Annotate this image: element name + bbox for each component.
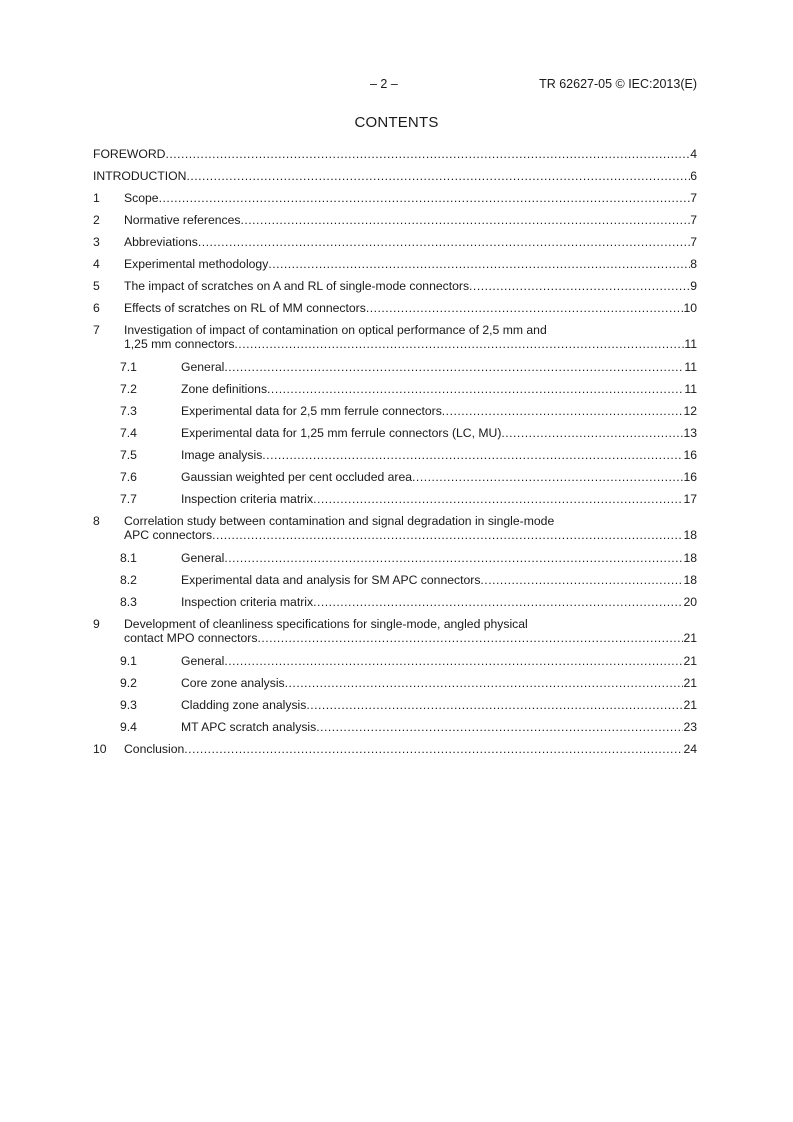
toc-section-number: 7.7 [120,492,137,506]
toc-page-number: 16 [683,470,697,484]
toc-entry-text-line1: Development of cleanliness specifications for single-mode, angled physical [124,617,528,631]
dot-leader [313,491,683,507]
toc-entry-4[interactable]: 4 Experimental methodology ..... 8 [93,256,697,272]
toc-page-number: 21 [683,676,697,690]
toc-entry-9-2[interactable]: 9.2 Core zone analysis ..... 21 [93,675,697,691]
dot-leader [224,653,683,669]
toc-section-number: 7.5 [120,448,137,462]
page-title: CONTENTS [354,114,439,131]
toc-page-number: 11 [684,337,697,351]
dot-leader [501,425,683,441]
toc-section-number: 7.6 [120,470,137,484]
toc-entry-7-continued[interactable]: 1,25 mm connectors ..... 11 [93,336,697,352]
dot-leader [257,630,683,646]
toc-page-number: 10 [683,301,697,315]
toc-entry-9-4[interactable]: 9.4 MT APC scratch analysis ..... 23 [93,719,697,735]
toc-page-number: 11 [684,360,697,374]
toc-entry-text-line1: Investigation of impact of contamination on optical performance of 2,5 mm and [124,323,547,337]
dot-leader [366,300,684,316]
toc-section-number: 8.3 [120,595,137,609]
toc-page-number: 21 [683,698,697,712]
toc-entry-1[interactable]: 1 Scope ..... 7 [93,190,697,206]
dot-leader [262,447,683,463]
toc-entry-3[interactable]: 3 Abbreviations ..... 7 [93,234,697,250]
toc-section-number: 6 [93,301,100,315]
table-of-contents [93,0,697,1122]
toc-section-number: 8.1 [120,551,137,565]
toc-page-number: 24 [683,742,697,756]
toc-entry-2[interactable]: 2 Normative references ..... 7 [93,212,697,228]
toc-entry-7-6[interactable]: 7.6 Gaussian weighted per cent occluded area ..... 16 [93,469,697,485]
toc-page-number: 20 [683,595,697,609]
dot-leader [267,381,684,397]
toc-entry-introduction[interactable]: INTRODUCTION ..... 6 [93,168,697,184]
toc-page-number: 11 [684,382,697,396]
toc-page-number: 7 [690,235,697,249]
dot-leader [198,234,690,250]
toc-section-number: 9.3 [120,698,137,712]
toc-section-number: 8 [93,514,100,528]
dot-leader [412,469,683,485]
toc-page-number: 13 [683,426,697,440]
toc-page-number: 21 [683,631,697,645]
dot-leader [285,675,684,691]
toc-entry-foreword[interactable]: FOREWORD ..... 4 [93,146,697,162]
toc-section-number: 7.2 [120,382,137,396]
toc-page-number: 18 [683,573,697,587]
toc-page-number: 9 [690,279,697,293]
toc-entry-8-3[interactable]: 8.3 Inspection criteria matrix ..... 20 [93,594,697,610]
toc-section-number: 7.3 [120,404,137,418]
toc-page-number: 6 [690,169,697,183]
toc-entry-7-3[interactable]: 7.3 Experimental data for 2,5 mm ferrule connectors ..... 12 [93,403,697,419]
toc-page-number: 7 [690,191,697,205]
toc-section-number: 9.1 [120,654,137,668]
toc-entry-8-2[interactable]: 8.2 Experimental data and analysis for SM APC connectors ..... 18 [93,572,697,588]
toc-entry-7-2[interactable]: 7.2 Zone definitions ..... 11 [93,381,697,397]
dot-leader [442,403,684,419]
dot-leader [212,527,683,543]
toc-section-number: 9 [93,617,100,631]
dot-leader [184,741,683,757]
toc-entry-7-5[interactable]: 7.5 Image analysis ..... 16 [93,447,697,463]
toc-section-number: 9.2 [120,676,137,690]
toc-page-number: 4 [690,147,697,161]
toc-entry-5[interactable]: 5 The impact of scratches on A and RL of single-mode connectors ..... 9 [93,278,697,294]
dot-leader [469,278,690,294]
toc-entry-10[interactable]: 10 Conclusion ..... 24 [93,741,697,757]
toc-entry-7-4[interactable]: 7.4 Experimental data for 1,25 mm ferrule connectors (LC, MU) ..... 13 [93,425,697,441]
toc-entry-7-1[interactable]: 7.1 General ..... 11 [93,359,697,375]
dot-leader [165,146,690,162]
toc-page-number: 23 [683,720,697,734]
toc-section-number: 2 [93,213,100,227]
toc-entry-text-line1: Correlation study between contamination and signal degradation in single-mode [124,514,555,528]
toc-entry-9-1[interactable]: 9.1 General ..... 21 [93,653,697,669]
toc-section-number: 4 [93,257,100,271]
toc-section-number: 10 [93,742,107,756]
toc-page-number: 21 [683,654,697,668]
dot-leader [241,212,691,228]
dot-leader [186,168,690,184]
toc-entry-6[interactable]: 6 Effects of scratches on RL of MM connectors ..... 10 [93,300,697,316]
dot-leader [306,697,683,713]
toc-section-number: 1 [93,191,100,205]
dot-leader [224,550,683,566]
toc-page-number: 18 [683,528,697,542]
dot-leader [159,190,691,206]
toc-section-number: 7 [93,323,100,337]
dot-leader [224,359,684,375]
dot-leader [268,256,690,272]
dot-leader [480,572,683,588]
dot-leader [234,336,684,352]
toc-page-number: 18 [683,551,697,565]
dot-leader [313,594,683,610]
toc-section-number: 9.4 [120,720,137,734]
toc-section-number: 5 [93,279,100,293]
toc-page-number: 8 [690,257,697,271]
toc-entry-9-3[interactable]: 9.3 Cladding zone analysis ..... 21 [93,697,697,713]
toc-entry-8-continued[interactable]: APC connectors ..... 18 [93,527,697,543]
toc-entry-8-1[interactable]: 8.1 General ..... 18 [93,550,697,566]
toc-entry-7-7[interactable]: 7.7 Inspection criteria matrix ..... 17 [93,491,697,507]
toc-page-number: 16 [683,448,697,462]
toc-section-number: 3 [93,235,100,249]
toc-page-number: 17 [683,492,697,506]
page-header-number: – 2 – [370,77,398,91]
toc-page-number: 7 [690,213,697,227]
page-header-reference: TR 62627-05 © IEC:2013(E) [539,77,697,91]
toc-page-number: 12 [683,404,697,418]
dot-leader [316,719,683,735]
toc-section-number: 7.1 [120,360,137,374]
toc-entry-9-continued[interactable]: contact MPO connectors ..... 21 [93,630,697,646]
toc-section-number: 8.2 [120,573,137,587]
toc-section-number: 7.4 [120,426,137,440]
